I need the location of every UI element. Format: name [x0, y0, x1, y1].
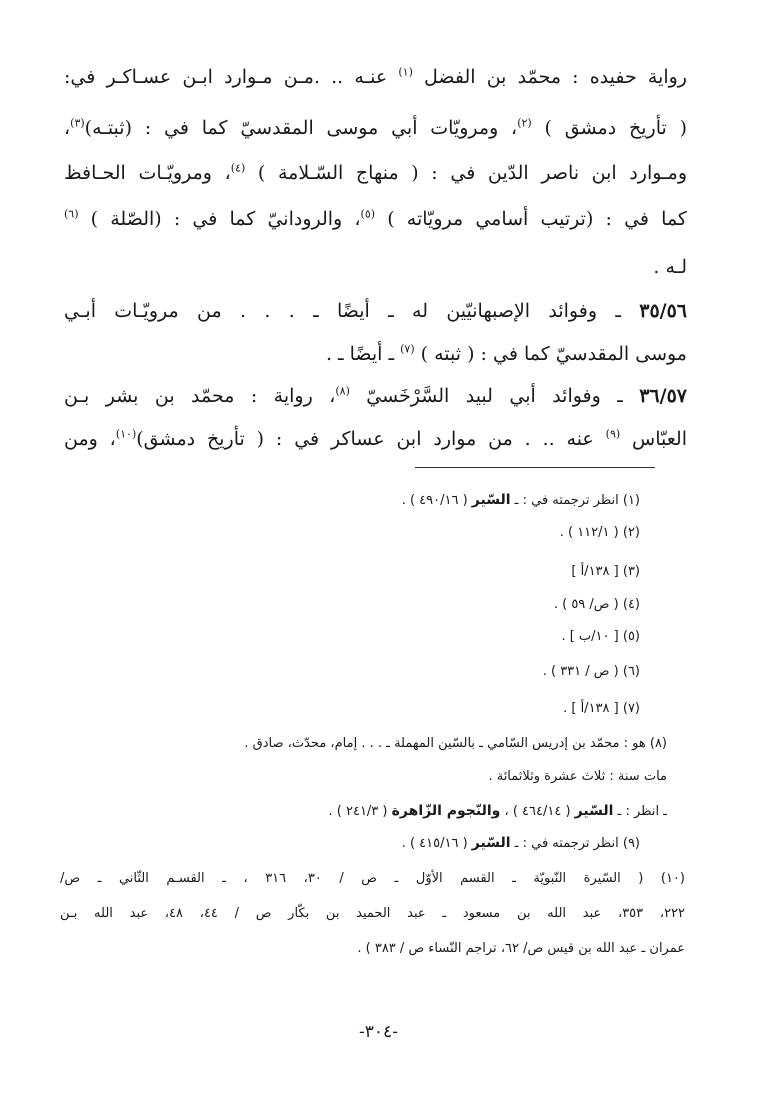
footnote-ref: (٢) [517, 116, 532, 130]
book-title: السّير [574, 803, 614, 819]
book-title: السّير [471, 492, 511, 508]
footnote-7: (٧) [ ١٣٨/أ ] . [563, 701, 640, 716]
footnote-6: (٦) ( ص / ٣٣١ ) . [542, 664, 640, 679]
text-run: عنه .. . من موارد ابن عساكر في : ( تأريخ دمشق) [136, 428, 606, 450]
text-run: ( ٤١٥/١٦ ) . [401, 836, 472, 851]
footnote-8-refs [67, 800, 667, 823]
text-run: (١) انظر ترجمته في : ـ [510, 493, 640, 508]
footnote-ref: (٩) [605, 427, 621, 441]
footnote-ref: (٤) [230, 161, 246, 175]
text-run: ـ وفوائد الإصبهانيّين له ـ أيضًا ـ . . . من مرويّـات أبـي [64, 300, 640, 322]
footnote-ref: (٥) [360, 207, 376, 221]
text-run: ـ أيضًا ـ . [325, 343, 401, 365]
footnote-10-cont-2: عمران ـ عبد الله بن قيس ص/ ٦٢، تراجم النّساء ص / ٣٨٣ ) . [357, 941, 685, 956]
footnote-ref: (٦) [64, 207, 79, 221]
text-run: ، والرودانيّ كما في : (الصّلة ) [78, 208, 361, 230]
text-run: ( ٤٦٤/١٤ ) ، [500, 804, 575, 819]
body-line-2 [64, 113, 687, 143]
footnote-4: (٤) ( ص/ ٥٩ ) . [553, 597, 640, 612]
text-run: لـه . [653, 256, 687, 278]
text-run: موسى المقدسيّ كما في : ( ثبته ) [414, 343, 687, 365]
footnote-2: (٢) ( ١١٢/١ ) . [559, 525, 640, 540]
footnote-ref: (٣) [70, 116, 85, 130]
text-run: عنـه .. .مـن مـوارد ابـن عسـاكـر في: [64, 66, 399, 88]
text-run: ، ومرويّات أبي موسى المقدسيّ كما في : (ثبتـه) [84, 117, 518, 139]
text-run: كما في : (ترتيب أسامي مرويّاته ) [375, 208, 687, 230]
book-title: السّير [471, 835, 511, 851]
footnote-10-cont-1: ٢٢٢، ٣٥٣، عبد الله بن مسعود ـ عبد الحميد بن بكّار ص / ٤٤، ٤٨، عبد الله بـن [60, 906, 685, 921]
text-run: العبّاس [620, 428, 687, 450]
body-line-3 [64, 158, 687, 188]
text-run: ومـوارد ابن ناصر الدّين في : ( منهاج السّـلامة ) [245, 162, 687, 184]
body-line-6 [64, 296, 687, 326]
footnote-5: (٥) [ ١٠/ب ] . [561, 629, 640, 644]
footnote-3: (٣) [ ١٣٨/أ ] [571, 564, 640, 579]
footnote-ref: (٨) [335, 384, 350, 398]
text-run: ـ انظر : ـ [613, 804, 667, 819]
footnote-1 [402, 489, 640, 512]
text-run: ، رواية : محمّد بن بشر بـن [64, 385, 336, 407]
body-line-4 [64, 204, 687, 234]
book-title: والنّجوم الزّاهرة [391, 803, 501, 819]
body-line-1 [64, 62, 687, 92]
text-run: رواية حفيده : محمّد بن الفضل [412, 66, 687, 88]
body-line-9 [64, 424, 687, 454]
body-line-8 [64, 381, 687, 411]
footnote-ref: (١) [398, 65, 413, 79]
entry-number: ٣٥/٥٦ [639, 300, 687, 322]
text-run: ـ وفوائد أبي لبيد السَّرْخَسيّ [349, 385, 640, 407]
text-run: ، ومرويّـات الحـافظ [64, 162, 231, 184]
footnote-9 [402, 832, 640, 855]
body-line-5 [64, 252, 687, 282]
text-run: (٩) انظر ترجمته في : ـ [510, 836, 640, 851]
text-run: ( تأريخ دمشق ) [531, 117, 687, 139]
footnote-8-cont: مات سنة : ثلاث عشرة وثلاثمائة . [488, 769, 667, 784]
body-line-7 [64, 339, 687, 369]
text-run: ( ٤٩٠/١٦ ) . [401, 493, 472, 508]
entry-number: ٣٦/٥٧ [639, 385, 687, 407]
text-run: ، ومن [64, 428, 116, 450]
footnote-8: (٨) هو : محمّد بن إدريس السّامي ـ بالسّين المهملة ـ . . . إمام، محدّث، صادق . [244, 736, 667, 751]
footnote-ref: (٧) [400, 342, 415, 356]
footnote-ref: (١٠) [115, 427, 137, 441]
text-run: ، [64, 117, 71, 139]
footnote-separator [415, 467, 655, 468]
page-number: -٣٠٤- [359, 1022, 398, 1042]
text-run: ( ٢٤١/٣ ) . [328, 804, 392, 819]
footnote-10: (١٠) ( السّيرة النّبويّة ـ القسم الأوّل ـ ص / ٣٠، ٣١٦ ، ـ القسـم الثّاني ـ ص/ [60, 871, 685, 886]
